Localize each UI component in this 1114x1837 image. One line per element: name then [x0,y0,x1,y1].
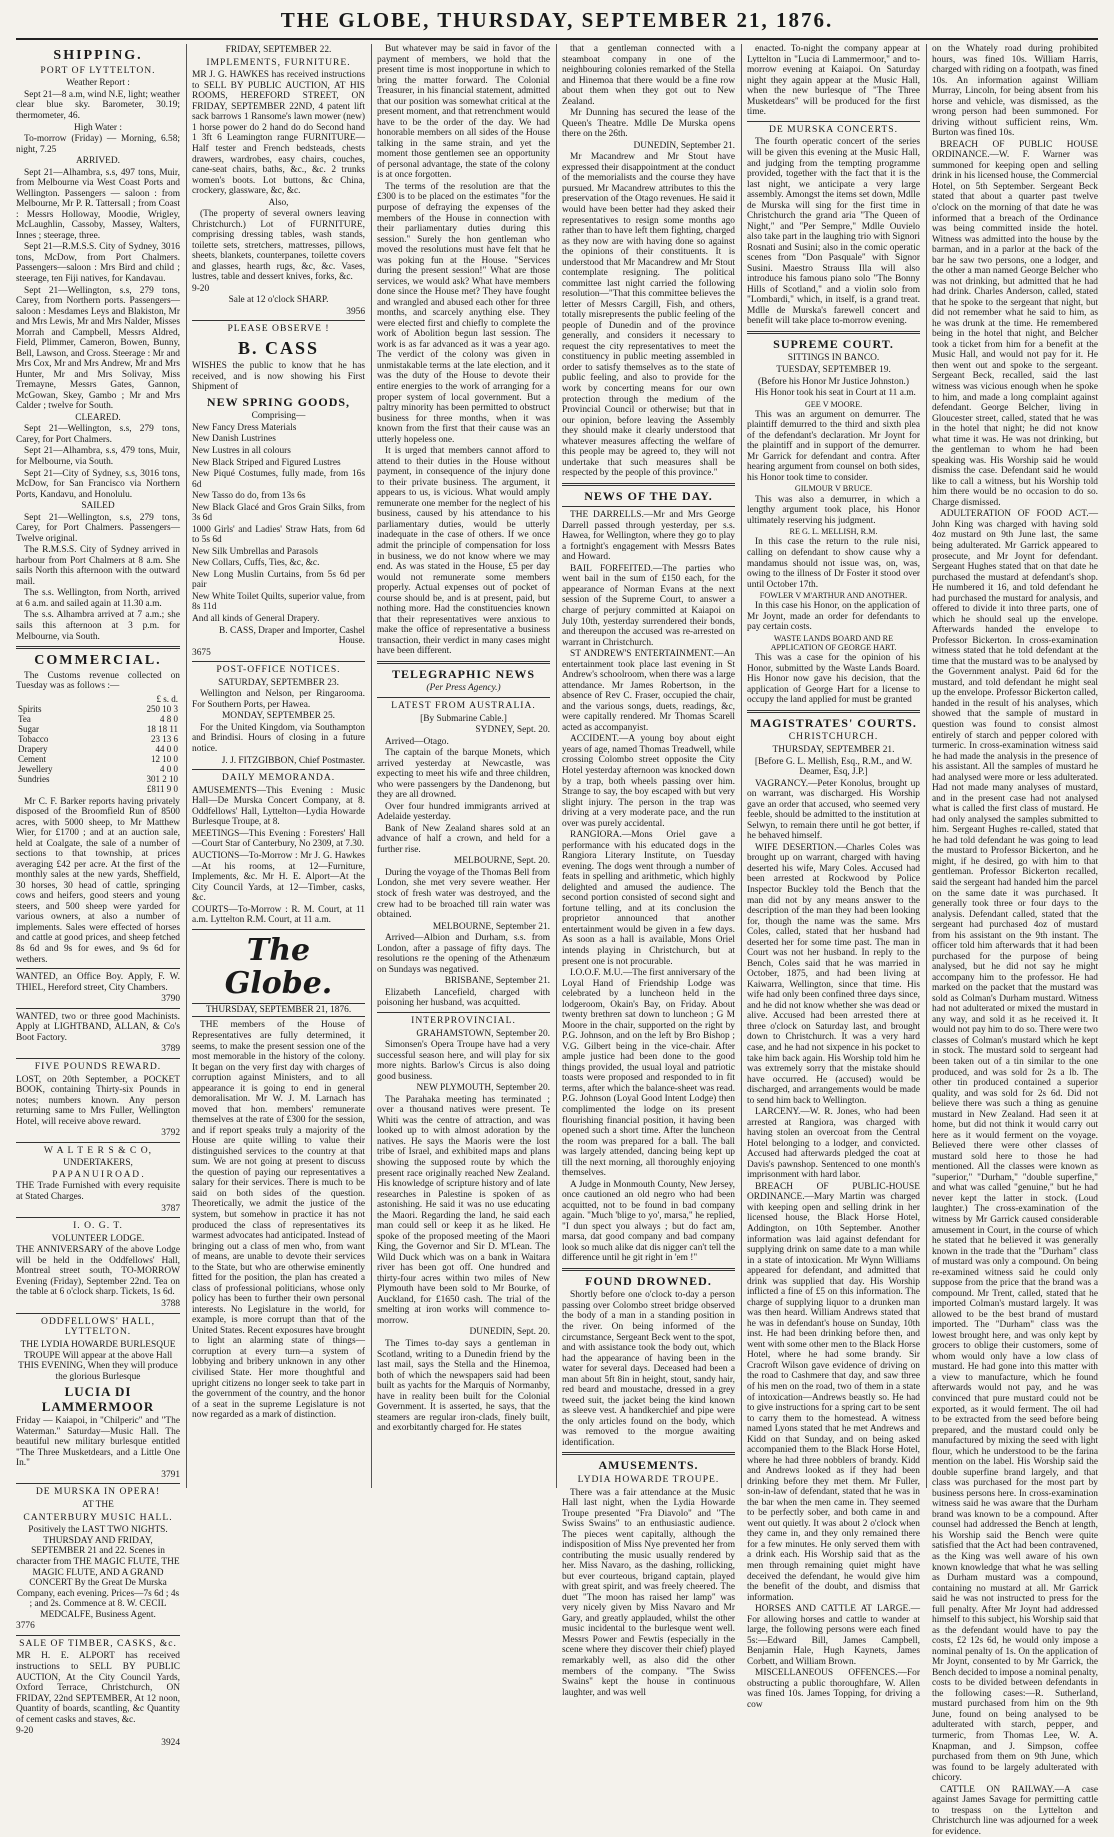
telegram: Arrived—Albion and Durham, s.s. from London, after a passage of fifty days. The resolutions re the opening of the Athenæum on Sundays was negatived. [377,933,550,975]
list-item: New Silk Umbrellas and Parasols [192,546,319,557]
customs-amount: 250 10 3 [146,703,178,714]
telegram: Simonsen's Opera Troupe have had a very successful season here, and will play for six more nights. Barlow's Circus is also doing good business. [377,1040,550,1082]
also-text: (The property of several owners leaving Christchurch.) Lot of FURNITURE, comprising dressing tables, wash stands, toilette sets, stretchers, mattresses, pillows, sheets, blankets, counterpanes, toilette covers and glasses, hearth rugs, &c, &c. Vases, lustres, table and dessert knives, forks, &c. [192,209,365,283]
cass-signature: B. CASS, Draper and Importer, Cashel House. [219,625,365,647]
column-3 [377,44,550,1488]
opera-at: AT THE [82,1500,114,1511]
melbourne-dateline: MELBOURNE, September 21. [432,921,550,932]
telegram: Bank of New Zealand shares sold at an advance of half a crown, and held for a further rise. [377,823,550,855]
ad-number: 3792 [161,1128,180,1139]
memo-heading: DAILY MEMORANDA. [221,772,336,784]
table-row [16,744,180,754]
case-text: This was also a demurrer, in which a lengthy argument took place, his Honor ultimately reserving his judgment. [747,494,920,526]
list-item: New Piqué Costumes, fully made, from 16s 6d [192,469,365,490]
oddfellows-heading: ODDFELLOWS' HALL, LYTTELTON. [40,1315,156,1338]
ad-machinists: WANTED, two or three good Machinists. Apply at LIGHTBAND, ALLAN, & Co's Boot Factory. [16,1011,180,1043]
opera-hall: CANTERBURY MUSIC HALL. [23,1511,173,1523]
case-heading: FOWLER V M'ARTHUR AND ANOTHER. [759,591,908,601]
telegram: Elizabeth Lancefield, charged with poisoning her husband, was acquitted. [377,987,550,1009]
cleared-entry: Sept 21—Wellington, s.s, 279 tons, Carey, for Port Chalmers. [16,424,180,445]
reward-text: LOST, on 20th September, a POCKET BOOK, containing Thirty-six Pounds in notes; numbers known. Any person returning same to Mrs Fuller, Wellington Hotel, will receive above reward. [16,1074,180,1127]
arrived-entry: Sept 21—Wellington, s.s, 279 tons, Carey, from Northern ports. Passengers—saloon : Mesdames Leys and Blakiston, Mr and Mrs Lewis, Mr and Mrs Nalder, Misses Morrah and Campbell, Messrs Aldred, Field, Plimmer, Cameron, Bowen, Bunny, Bell, Lawson, and Cross. Steerage : Mr and Mrs Cox, Mr and Mrs Andrew, Mr and Mrs Hunter, Mr and Mrs Solivay, Miss Tremayne, Messrs Gates, Gannon, McGowan, Skey, Gambo ; Mr and Mrs Calder ; twelve for South. [16,285,180,412]
opera-heading: DE MURSKA IN OPERA! [35,1486,161,1498]
sydney-dateline: SYDNEY, Sept. 20. [475,725,550,736]
arrived-label: ARRIVED. [75,156,120,167]
divider [16,1313,180,1314]
customs-item: Spirits [18,703,42,714]
column-6 [932,44,1098,1837]
divider [16,1483,180,1484]
walters-text: THE Trade Furnished with every requisite at Stated Charges. [16,1181,180,1203]
melbourne-dateline: MELBOURNE, Sept. 20. [453,856,550,867]
troupe-review: There was a fair attendance at the Music Hall last night, when the Lydia Howarde Troupe presented "Fra Diavolo" and "The Swiss Swains" to an enthusiastic audience. The pieces went capitally, although the indisposition of Miss Nye prevented her from contributing the music usually rendered by her. Miss Navaro, as the dashing, rollicking, but ever courteous, brigand captain, played with great spirit, and was freely cheered. The duet "The moon has raised her lamp" was very nicely given by Miss Navaro and Mr Gary, and greatly applauded, whilst the other music incidental to the burlesque went well. Messrs Power and Fewtis (especially in the scene where they discover their chief) played remarkably well, as also did the other members of the company. "The Swiss Swains" kept the house in continuous laughter, and was well [562,1487,735,1698]
observe-heading: PLEASE OBSERVE ! [227,323,330,335]
case-heading: GEE V MOORE. [804,399,863,409]
reward-heading: FIVE POUNDS REWARD. [34,1060,162,1072]
lucia-text: Friday — Kaiapoi, in "Chilperic" and "The Waterman." Saturday—Music Hall. The beautiful new military burlesque entitled "The Three Musketdears, and a Little One In." [16,1416,180,1469]
divider [747,331,920,334]
customs-item: Jewellery [18,764,53,775]
divider [562,1268,735,1271]
post-text: For the United Kingdom, via Southampton and Brindisi. Hours of closing in a future notice. [192,722,365,755]
leader-paragraph: THE members of the House of Representatives are fully determined, it seems, to make the present session one of the most memorable in the history of the colony. It began on the very first day with charges of corruption against Ministers, and to all appearance it is going to end in general demoralisation. Mr W. J. M. Larnach has moved that hon. members' remunerate themselves at the rate of £300 for the session, and if report speaks truly a majority of the House are quite willing to value their distinguished services to the country at that sum. We are not going at present to discuss the question of paying our representatives a salary for their services. There is much to be said on both sides of the question. Theoretically, we admit the justice of the system, but somehow in practice it has not produced the class of representatives its warmest advocates had anticipated. Instead of bringing out a class of men who, from want of means, are unable to devote their services to the State, but who are otherwise eminently fitted for the position, the plan has created a class of professional politicians, whose only policy has been to further their own personal interests. No Legislature in the world, for example, is more corrupt than that of the United States. Recent exposures have brought to light an alarming state of things—corruption at every turn—a system of lobbying and bribery unknown in any other civilised State. Her more thoughtful and upright citizens no longer seek to take part in the government of the country, and the honor of a seat in the supreme Legislature is not now regarded as a mark of distinction. [192,1020,365,1421]
table-row [16,734,180,744]
divider [192,769,365,770]
magistrate-case: HORSES AND CATTLE AT LARGE.—For allowing horses and cattle to wander at large, the following persons were each fined 5s:—Edward Bill, James Campbell, Benjamin Hale, Hugh Kaynets, James Corbett, and William Brown. [747,1604,920,1667]
memo-auctions: AUCTIONS—To-Morrow : Mr J. G. Hawkes—At his rooms, at 12—Furniture, Implements, &c. Mr H. E. Alport—At the City Council Yards, at 12—Timber, casks, &c. [192,851,365,904]
troupe-review: enacted. To-night the company appear at Lyttelton in "Lucia di Lammermoor," and to-morrow evening at Kaiapoi. On Saturday night they again appear at the Music Hall, when the new burlesque of "The Three Musketdears" will be produced for the first time. [747,44,920,118]
post-day: SATURDAY, SEPTEMBER 23. [218,677,339,688]
newplymouth-dateline: NEW PLYMOUTH, September 20. [416,1083,550,1094]
court-heading: SUPREME COURT. [773,337,894,352]
magistrates-heading: MAGISTRATES' COURTS. [750,715,917,730]
leader-paragraph: The terms of the resolution are that the £300 is to be placed on the estimates "for the purpose of defraying the expenses of the members of the House in connection with their parliamentary duties during this session." Surely the hon gentleman who moved the resolutions must have felt that he was poking fun at the House. "Services during the present session!" What are those services, we would ask? What have members done since the House met? They have fought and wrangled and abused each other for three months, and scarcely anything else. They were elected first and chiefly to complete the work of Abolition begun last session. The work is as far advanced as it was a year ago. The verdict of the colony was given in unmistakable terms at the late election, and it was the duty of the House to devote their entire energies to the work of arranging for a proper system of local government. But a paltry minority has been permitted to obstruct business for three months, when it was known from the first that their cause was an utterly hopeless one. [377,181,550,445]
brisbane-dateline: BRISBANE, September 21. [444,976,550,987]
shipping-heading: SHIPPING. [53,48,143,63]
dunedin-dateline: DUNEDIN, Sept. 20. [469,1327,550,1338]
shipping-news: The R.M.S.S. City of Sydney arrived in harbour from Port Chalmers at 8 a.m. She sails North this afternoon with the outward mail. [16,545,180,587]
divider [377,697,550,698]
cleared-label: CLEARED. [75,412,121,423]
news-item: A Judge in Monmouth County, New Jersey, once cautioned an old negro who had been acquitted, not to be found in bad company again. "Much 'blige to yo', marsa," he replied, "I dun spect you always ; but do fact am, marsa, dat good company and bad company look so much alike dat dis nigger can't tell the difference until he git right in 'em !" [562,1179,735,1264]
court-before: (Before his Honor Mr Justice Johnston.) [757,376,910,387]
telegram: Arrived—Otago. [385,736,449,747]
news-item: ACCIDENT.—A young boy about eight years of age, named Thomas Treadwell, while crossing Colombo street opposite the City Hotel yesterday afternoon was knocked down by a trap, both wheels passing over him. Strange to say, the boy escaped with but very slight injury. The person in the trap was driving at a very moderate pace, and the run over was purely accidental. [562,734,735,829]
ad-office-boy: WANTED, an Office Boy. Apply, F. W. THIEL, Hereford street, City Chambers. [16,972,180,993]
cass-comprising: Comprising— [251,411,306,422]
table-row [16,704,180,714]
divider [192,929,365,930]
case-heading: WASTE LANDS BOARD AND RE APPLICATION OF GEORGE HART. [770,633,897,653]
globe-nameplate: The Globe. [224,932,333,1002]
commercial-text: Mr C. F. Barker reports having privately disposed of the Broomfield Run of 8500 acres, with 5000 sheep, to Mr Matthew Wier, for £1700 ; and at an auction sale, held at Coalgate, the sale of a number of sections to that township, at prices averaging £42 per acre. At the first of the monthly sales at the new yards, Sheffield, 30 horses, 30 head of cattle, springing cows and heifers, good steers and young steers, and 500 sheep were yarded for various owners, at also a number of implements. Sales were effected of horses and cattle at good prices, and sheep fetched 8s 6d and 9s for ewes, and 9s 6d for wethers. [16,796,180,965]
magistrate-case: MISCELLANEOUS OFFENCES.—For obstructing a public thoroughfare, W. Allen was fined 10s. James Topping, for driving a cow [747,1668,920,1710]
ad-number: 3675 [192,647,211,658]
divider [16,1058,180,1059]
column-rule [371,44,372,1488]
case-heading: RE G. L. MELLISH, R.M. [789,527,878,537]
case-text: In this case his Honor, on the application of Mr Joynt, made an order for defendants to pay certain costs. [747,601,920,633]
customs-total: £811 9 0 [146,784,178,795]
chch-heading: CHRISTCHURCH. [788,731,879,743]
ad-number: 3790 [161,994,180,1005]
ad-date: 9-20 [192,283,210,294]
latest-heading: LATEST FROM AUSTRALIA. [391,699,536,711]
customs-amount: 18 18 11 [146,724,178,734]
arrived-entry: Sept 21—R.M.S.S. City of Sydney, 3016 tons, McDow, from Port Chalmers. Passengers—saloon : Mrs Bird and child ; steerage, ten Fiji natives, for Kandavau. [16,242,180,284]
ad-number: 3788 [161,1299,180,1309]
press-agency: (Per Press Agency.) [426,683,501,694]
friday-heading: FRIDAY, SEPTEMBER 22. [225,45,332,55]
case-heading: GILMOUR V BRUCE. [794,484,873,494]
list-item: New Tasso do do, from 13s 6s [192,491,306,502]
divider [16,1635,180,1636]
timber-text: MR H. E. ALPORT has received instructions to SELL BY PUBLIC AUCTION, At the City Council Yards, Oxford Terrace, Christchurch, ON FRIDAY, 22nd SEPTEMBER, At 12 noon, Quantity of boards, scantling, &c Quantity of cement casks and staves, &c. [16,1651,180,1725]
cass-goods-heading: NEW SPRING GOODS, [206,394,351,409]
column-2 [192,44,365,1488]
magistrate-case: CATTLE ON RAILWAY.—A case against James Savage for permitting cattle to trespass on the Lyttelton and Christchurch line was adjourned for a week for evidence. [932,1784,1098,1837]
customs-item: Drapery [18,744,48,755]
murska-heading: DE MURSKA CONCERTS. [768,123,899,135]
telegram: that a gentleman connected with a steamboat company in one of the neighbouring colonies remarked of the Stella and Hinemoa that there would be a fine row about them when they got out to New Zealand. [562,44,735,107]
also-label: Also, [268,197,289,208]
magistrate-case: LARCENY.—W. R. Jones, who had been arrested at Rangiora, was charged with having stolen an overcoat from the Central Hotel belonging to a lodger, and convicted. Accused had afterwards pledged the coat at Davis's pawnshop. Sentenced to one month's imprisonment with hard labor. [747,1107,920,1181]
post-heading: POST-OFFICE NOTICES. [216,664,341,676]
memo-amusements: AMUSEMENTS—This Evening : Music Hall—De Murska Concert Company, at 8. Oddfellows' Hall, Lyttelton—Lydia Howarde Burlesque Troupe, at 8. [192,785,365,828]
case-text: This was a case for the opinion of his Honor, submitted by the Waste Lands Board. His Honor now gave his decision, that the application of George Hart for a license to occupy the land applied for must be granted [747,653,920,706]
list-item: New White Toilet Quilts, superior value, from 8s 11d [192,591,365,613]
sailed-label: SAILED [81,501,115,512]
customs-amount: 44 0 0 [155,744,178,755]
column-rule [741,44,742,1488]
customs-amount: 301 2 10 [146,774,178,785]
weather-label: Weather Report : [66,78,130,89]
customs-item: Tobacco [18,734,49,745]
magistrate-case: ADULTERATION OF FOOD ACT.—John King was charged with having sold 4oz mustard on 9th June last, the same being adulterated. Mr Garrick appeared to prosecute, and Mr Joynt for defendant. Sergeant Hughes stated that on that date he purchased the mustard at defendant's shop. He numbered it 16, and told defendant he had purchased the mustard for analysis, and offered to divide it into three parts, one of which he should seal up the envelope. Afterwards handed the envelope to Professor Bickerton. In cross-examination witness stated that he told defendant at the time that the mustard was to be analysed by the Government analyst. Paid 6d for the mustard, and told defendant he might seal up the envelope. Professor Bickerton called, handed in the result of his analyses, which showed that the sample of mustard in question was found to consist almost entirely of starch and pepper colored with turmeric. In cross-examination witness said he had made the analysis in the presence of his assistant. All the samples of mustard he had analysed were more or less adulterated. Had not made many analyses of mustard, and in the present case had not analysed what is called the first class of mustard. He had only analysed the samples submitted to him. Sergeant Hughes re-called, stated that he had told defendant he was going to lead the mustard to Professor Bickerton, and he might, if he desired, go with him to that gentleman. Professor Bickerton recalled, said the sergeant had handed him the parcel on the same date it was purchased. It generally took three or four days to the analysis. Defendant called, stated that the sergeant had purchased 4oz of mustard from his assistant on the 9th instant. The officer told him afterwards that it had been purchased for the purpose of being analysed, but he did not say he might accompany him to the professor. He had marked on the packet that the mustard was sold as Colman's Durham mustard. Witness had not adulterated or mixed the mustard in any way, and sold it as he received it. It would not pay him to do so. There were two classes of Colman's mustard which he kept in stock. The mustard sold to sergeant had been taken out of a tin similar to the one produced, and was sold for 2s a lb. The other tin produced contained a superior quality, and was sold for 2s 6d. Did not believe there was such a thing as genuine mustard in New Zealand. Had seen it at home, but did not think it would carry out here as it would ferment on the voyage. Believed there were other classes of mustard sold here to those he had mentioned. All the classes were known as "superior," "Durham," "double superfine," and what was called "genuine," but he had never kept the latter in stock. (Loud laughter.) The cross-examination of the witness by Mr Garrick caused considerable amusement in Court, in the course of which he stated that he believed it was generally known in the trade that the "Durham" class of mustard was only a compound. On being re-examined witness said he could only suppose from the price that the brand was a compound. Mr Trent, called, stated that he imported Colman's mustard largely. It was allowed to be the best brand of mustard imported. The "Durham" class was the lowest brought here, and was only kept by grocers to oblige their customers, some of whom would only have a low class of mustard. He had gone into this matter with a view to manufacture, which he found afterwards would not pay, and he was convinced that pure mustard could not be exported, as it would ferment. The oil had to be extracted from the seed before being prepared, and the mustard could only be manufactured by mixing the seed with light flour, which he understood to be the farina mention on the label. His Worship said the double superfine brand largely, and that class was purchased for the most part by business persons here. In cross-examination witness said he was aware that the Durham brand was known to be a compound. After counsel had addressed the Bench at length, his Worship said the Bench were quite satisfied that the Act had been contravened, as the King was well aware of his own known knowledge that what he was selling as Durham mustard was a compound, containing no mustard at all. Mr Garrick said he was not instructed to press for the full penalty. After Mr Joynt had addressed himself to this subject, his Worship said that as the defendant would have to pay the costs, £2 12s 6d, he would only impose a nominal penalty of 1s. On the application of Mr Joynt, consented to by Mr Garrick, the Bench decided to impose a nominal penalty, costs to be divided between defendants in the following cases:—R. Sutherland, mustard purchased from him on the 9th June, found on being analysed to be adulterated with starch, pepper, and turmeric, from Thomas Lee, W. A. Knapman, and J. Simpson, coffee purchased from them on 9th June, which was found to be largely adulterated with chicory. [932,509,1098,1784]
court-intro: His Honor took his seat in Court at 11 a.m. [755,388,916,399]
cable-label: [By Submarine Cable.] [420,713,507,724]
table-row [16,714,180,724]
list-item: New Fancy Dress Materials [192,422,297,433]
murska-text: The fourth operatic concert of the series will be given this evening at the Music Hall, and judging from the tempting programme provided, together with the fact that it is the last night, we anticipate a very large assembly. Amongst the items set down, Mdlle de Murska will sing for the first time in Christchurch the grand aria "The Queen of Night," and "Per Sempre," Mdlle Ouvielo also take part in the laughing trio with Signori Rosnati and Susini; also in the comic operatic scenes from "Don Pasquale" with Signor Susini. Maestro Strauss Illa will also introduce his famous piano solo "The Bonny Hills of Scotland," and a violin solo from "Lombardi," which, in itself, is a grand treat. Mdlle de Murska's farewell concert and benefit will take place to-morrow evening. [747,137,920,327]
ad-number: 3776 [16,1621,35,1632]
divider [747,121,920,122]
implements-heading: IMPLEMENTS, FURNITURE. [206,56,351,68]
telegraphic-heading: TELEGRAPHIC NEWS [391,666,536,681]
ad-number: 3924 [161,1737,180,1748]
iogt-sub: VOLUNTEER LODGE. [51,1233,145,1244]
found-heading: FOUND DROWNED. [585,1273,712,1288]
customs-item: Sundries [18,774,50,785]
grahamstown-dateline: GRAHAMSTOWN, September 20. [416,1028,550,1039]
cass-heading: B. CASS [237,338,320,359]
leader-paragraph: It is urged that members cannot afford to attend to their duties in the House without payment, in consequence of the injury done to their private business. The argument, it appears to us, is vicious. What would amply remunerate one member for the neglect of his business, caused by his attendance to his parliamentary duties, would be utterly inadequate in the case of others. If we once admit the principle of compensation for loss in business, we do not know where we may end. As was stated in the House, £5 per day would not remunerate some members properly. Actual expenses out of pocket of course should be, and is at present, paid, but nothing more. Had the constituencies known that their representatives were anxious to make the office of representative a business transaction, their verdict in many cases might have been different. [377,446,550,657]
dateline: THURSDAY, SEPTEMBER 21, 1876. [192,1003,365,1018]
column-5 [747,44,920,1710]
sailed-entry: Sept 21—Wellington, s.s, 279 tons, Carey, for Port Chalmers. Passengers—Twelve original. [16,512,180,544]
timber-heading: SALE OF TIMBER, CASKS, &c. [19,1637,177,1649]
list-item: New Black Striped and Figured Lustres [192,457,341,468]
chch-before: [Before G. L. Mellish, Esq., R.M., and W. Deamer, Esq, J.P.] [754,756,913,778]
list-item: New Black Glacé and Gros Grain Silks, from 3s 6d [192,502,365,524]
customs-intro: The Customs revenue collected on Tuesday was as follows :— [16,670,180,692]
shipping-news: The s.s. Alhambra arrived at 7 a.m.; she sails this afternoon at 3 p.m. for Melbourne, via South. [16,610,180,642]
ad-number: 3791 [161,1469,180,1480]
interprovincial-heading: INTERPROVINCIAL. [411,1014,516,1026]
news-item: THE DARRELLS.—Mr and Mrs George Darrell passed through yesterday, per s.s. Hawea, for Wellington, where they go to play a fortnight's engagement with Messrs Bates and Howard. [562,510,735,563]
walters-heading: W A L T E R S & C O, [43,1144,153,1156]
cass-intro: WISHES the public to know that he has received, and is now showing his First Shipment of [192,361,365,393]
customs-amount: 4 0 0 [160,764,178,775]
divider [192,320,365,321]
magistrate-case: WIFE DESERTION.—Charles Coles was brought up on warrant, charged with having deserted his wife, Mary Coles. Accused had been arrested at Rockwood by Police Inspector Buckley told the Bench that the man did not by any means answer to the description of the man they had been looking for, though the name was the same. Mrs Coles, called, stated that her husband had deserted her for some time past. The man in Court was not her husband. In reply to the Bench, Coles said that he was married in October, 1875, and had been living at Kaiwarra, Wellington, since that time. His wife had only been confined three days since, and he did not know whether she was dead or alive. Accused had been arrested there at three o'clock on Saturday last, and brought down to Christchurch. It was a very hard case, and he had not sixpence in his pocket to take him back again. His Worship told him he was extremely sorry that the mistake should have occurred. He (accused) would be discharged, and arrangements would be made to send him back to Wellington. [747,842,920,1106]
divider [562,1452,735,1455]
magistrate-case: VAGRANCY.—Peter Konolus, brought up on warrant, was discharged. His Worship gave an order that accused, who seemed very feeble, should be admitted to the institution at Selwyn, to remain there until he got better, if he behaved himself. [747,778,920,842]
divider [16,1217,180,1218]
lucia-heading: LUCIA DI LAMMERMOOR [41,1384,155,1414]
customs-item: Sugar [18,724,39,734]
memo-meetings: MEETINGS—This Evening : Foresters' Hall—Court Star of Canterbury, No 2309, at 7.30. [192,828,365,850]
commercial-heading: COMMERCIAL. [34,653,162,669]
telegram: During the voyage of the Thomas Bell from London, she met very severe weather. Her stock of fresh water was destroyed, and the crew had to be broached till rain water was obtained. [377,867,550,921]
column-rule [926,44,927,1488]
customs-item: Cement [18,754,46,765]
found-text: Shortly before one o'clock to-day a person passing over Colombo street bridge observed the body of a man in a standing position in the river. On being informed of the circumstance, Sergeant Beck went to the spot, and with assistance took the body out, which had the appearance of having been in the water for several days. Deceased had been a man about 5ft 8in in height, stout, sandy hair, red beard and moustache, dressed in a grey tweed suit, the jacket being the kind known as sleeve vest. A handkerchief and pipe were the only articles found on the body, which was removed to the morgue awaiting identification. [562,1290,735,1448]
walters-sub: UNDERTAKERS, [63,1158,133,1169]
list-item: New Lustres in all colours [192,446,291,456]
magistrate-case: BREACH OF PUBLIC-HOUSE ORDINANCE.—Mary Martin was charged with keeping open and selling drink in her licensed house, the Black Horse Hotel, Addington, on 10th September. Another information was laid against defendant for supplying drink on same date to a man while in a state of intoxication. Mr Wynn Williams appeared for defendant, and admitted that drink was supplied that day. His Worship inflicted a fine of £5 on this information. The charge of supplying liquor to a drunken man was then heard. William Andrews stated that he was in defendant's house on Sunday, 10th inst. He had been drinking before then, and went with some other men to the Black Horse Hotel, where he had some brandy. Sir Cracroft Wilson gave evidence of driving on the road to Cashmere that day, and saw three of his men on the road, two of them in a state of intoxication—Andrews beastly so. He had to give instructions for a spring cart to be sent to carry them to the homestead. A witness named Lyons stated that he met Andrews and Kidd on that Sunday, and on being asked accompanied them to the Black Horse Hotel, where he had three nobblers of brandy. Kidd and Andrews looked as if they had been drinking before they met them. Mr Fuller, son-in-law of defendant, stated that he was in the bar when the men came in. They seemed to be perfectly sober, and both came in and went out quietly. It was about 2 o'clock when they came in, and they only remained there for a few minutes. He only served them with a drink each. His Worship said that as the men through remaining quiet might have deceived the defendant, he would give him the benefit of the doubt, and dismiss that information. [747,1181,920,1603]
dunedin-dateline: DUNEDIN, September 21. [633,140,735,151]
customs-amount: 23 13 6 [151,734,178,745]
table-row [16,754,180,764]
news-item: BAIL FORFEITED.—The parties who went bail in the sum of £150 each, for the appearance of Norman Evans at the next session of the Supreme Court, to answer a charge of perjury committed at Kaiapoi on July 10th, yesterday surrendered their bonds, and thereupon the accused was re-arrested on warrant in Christchurch. [562,563,735,648]
divider [747,710,920,713]
telegram: The Times to-day says a gentleman in Scotland, writing to a Dunedin friend by the last mail, says the Stella and the Hinemoa, both of which the newspapers said had been built as yachts for the Marquis of Normanby, have in reality been built for the Colonial Government. It is asserted, he says, that the steamers are regular iron-clads, finely built, and exorbitantly charged for. He states [377,1339,550,1434]
column-rule [556,44,557,1488]
ad-date: 9-20 [16,1726,34,1737]
ad-number: 3789 [161,1044,180,1055]
column-rule [186,44,187,1488]
telegram: The Parahaka meeting has terminated ; over a thousand natives were present. Te Whiti was the centre of attraction, and was looked up to with almost adoration by the natives. He says the Maoris were the lost tribe of Israel, and exhibited maps and plans showing the supposed route by which the present race originally reached New Zealand. His knowledge of scripture history and of late researches in Palestine is spoken of as astonishing. He said it was no use educating the Maori. Regarding the land, he said each man could sell or keep it as he liked. He spoke of the proposed meeting of the Maori King, the Governor and Sir D. M'Lean. The Wild Duck which was on a bank in Waitara river has been got off. One hundred and thirty-four acres within two miles of New Plymouth have been sold to Mr Bourke, of Auckland, for £1650 cash. The trial of the smelting at iron works will commence to-morrow. [377,1094,550,1326]
port-heading: PORT OF LYTTELTON. [40,64,156,76]
hawkes-sale: Sale at 12 o'clock SHARP. [228,295,329,306]
masthead-rule [16,38,1098,40]
telegram: Over four hundred immigrants arrived at Adelaide yesterday. [377,801,550,823]
divider [192,661,365,662]
list-item: New Collars, Cuffs, Ties, &c, &c. [192,558,320,569]
table-row [16,764,180,774]
court-sub: SITTINGS IN BANCO. [787,353,880,364]
divider [562,506,735,507]
list-item: 1000 Girls' and Ladies' Straw Hats, from 6d to 5s 6d [192,524,365,546]
telegram: Mr Macandrew and Mr Stout have expressed their disappointment at the conduct of the memorialists and the course they have pursued. Mr Macandrew attributes to this the preservation of the Otago revenues. He said it would have been better had they asked their representatives to resign some months ago rather than to have left them fighting, charged as they now are with having done so against the opinions of their constituents. It is understood that Mr Macandrew and Mr Stout contemplate resigning. The political committee last night carried the following resolution—"That this committee believes the letter of Messrs Cargill, Fish, and others, totally misrepresents the public feeling of the people of Dunedin and of the province generally, and considers it necessary to request the city representatives to meet the constituency in public meeting assembled in order to satisfy themselves as to the state of public feeling, and also to provide for the work by concerting means for our own protection through the medium of the Provincial Council or otherwise; but that in our opinion, before leaving the Assembly they should make it clearly understood that whatever measures affecting the welfare of this people may be agreed to, they will not undertake that such measures shall be respected by the people of this province." [562,152,735,479]
news-item: RANGIORA.—Mons Oriel gave a performance with his educated dogs in the Rangiora Literary Institute, on Tuesday evening. The dogs went through a number of feats in spelling and arithmetic, which highly delighted and amused the audience. The second portion consisted of second sight and fortune telling, and at its conclusion the proprietor announced that another entertainment would be given in a few days. As soon as a hall is available, Mons Oriel intends playing in Christchurch, but at present one is not procurable. [562,830,735,967]
high-water-label: High Water : [73,122,123,133]
list-item: And all kinds of General Drapery. [192,613,320,624]
amusements-heading: AMUSEMENTS. [598,1458,699,1473]
ad-number: 3787 [161,1203,180,1214]
court-date: TUESDAY, SEPTEMBER 19. [776,364,891,375]
post-text: Wellington and Nelson, per Ringarooma. For Southern Ports, per Hawea. [192,689,365,710]
divider [16,968,180,969]
ad-number: 3956 [346,306,365,317]
troupe-heading: LYDIA HOWARDE TROUPE. [577,1473,720,1485]
divider [16,1142,180,1143]
case-text: In this case the return to the rule nisi, calling on defendant to show cause why a mandamus should not issue was, on, was, owing to the illness of Dr Foster it stood over until October 17th. [747,537,920,590]
post-day: MONDAY, SEPTEMBER 25. [221,711,336,722]
divider [16,1008,180,1009]
walters-road: P A P A N U I R O A D . [52,1169,144,1180]
high-water-text: To-morrow (Friday) — Morning, 6.58; night, 7.25 [16,134,180,155]
customs-amount: 4 8 0 [160,713,178,724]
case-text: This was an argument on demurrer. The plaintiff demurred to the third and sixth plea of the defendant's declaration. Mr Joynt for the plaintiff and in support of the demurrer. Mr Garrick for defendant and contra. After hearing argument from counsel on both sides, his Honor took time to consider. [747,409,920,483]
weather-text: Sept 21—8 a.m, wind N.E, light; weather clear blue sky. Barometer, 30.19; thermometer, 46. [16,89,180,121]
divider [377,661,550,664]
list-item: New Long Muslin Curtains, from 5s 6d per pair [192,569,365,591]
magistrate-case: BREACH OF PUBLIC HOUSE ORDINANCE.—W. F. Warner was summoned for keeping open and selling drink in his licensed house, the Commercial Hotel, on 5th September. Sergeant Beck stated that about a quarter past twelve o'clock on the morning of that date he was informed that a breach of the Ordinance was being committed inside the hotel. Witness was admitted into the house by the barman, and in a parlor at the back of the bar he saw two persons, one a lodger, and the other a man named George Belcher who was not drinking, but admitted that he had had drink. Charles Anderson, called, stated that he spoke to the sergeant that night, but did not remember what he said to him, as he was drunk at the time. He remembered being in the hotel that night, and Belcher took a ticket from him for a benefit at the Music Hall, and would not pay for it. He then went out and spoke to the sergeant. Sergeant Beck, recalled, said the last witness was vicious enough when he spoke to him, and made a long complaint against defendant. George Belcher, living in Gloucester street, called, stated that he was in the hotel that night; he did not know what time it was. He was not drinking, but the gentleman to whom he had been speaking was. His Worship said he would dismiss the case. Defendant said he would like to call a witness, but his Worship told him there would be no occasion to do so. Charge dismissed. [932,139,1098,508]
column-4 [562,44,735,1698]
masthead-title: THE GLOBE, THURSDAY, SEPTEMBER 21, 1876. [280,8,834,32]
chch-date: THURSDAY, SEPTEMBER 21. [772,745,895,756]
iogt-text: THE ANNIVERSARY of the above Lodge will be held in the Oddfellows' Hall, Montreal street south, TO-MORROW Evening (Friday), September 22nd. Tea on the table at 6 o'clock sharp. Tickets, 1s 6d. [16,1245,180,1298]
telegram: Mr Dunning has secured the lease of the Queen's Theatre. Mdlle De Murska opens there on the 26th. [562,108,735,140]
table-row [16,724,180,734]
cleared-entry: Sept 21—Alhambra, s.s, 479 tons, Muir, for Melbourne, via South. [16,446,180,467]
memo-courts: COURTS—To-Morrow : R. M. Court, at 11 a.m. Lyttelton R.M. Court, at 11 a.m. [192,904,365,926]
magistrate-case: on the Whately road during prohibited hours, was fined 10s. William Harris, charged with riding on a footpath, was fined 10s. An information against William Murray, Lincoln, for being absent from his horse and vehicle, was dismissed, as the wrong person had been summoned. For driving without sufficient reins, Wm. Burton was fined 10s. [932,44,1098,139]
hawkes-text: MR J. G. HAWKES has received instructions to SELL BY PUBLIC AUCTION, AT HIS ROOMS, HEREFORD STREET, ON FRIDAY, SEPTEMBER 22ND, 4 patent lift sack barrows 1 Ransome's lawn mower (new) 1 horse power do 2 hand do do Second hand 1 3ft 6 Leamington range FURNITURE—Half tester and French bedsteads, chests drawers, wardrobes, easy chairs, couches, cane-seat chairs, baths, &c., &c. 2 trunks women's boots. Lot buttons, &c China, crockery, glassware, &c, &c. [192,70,365,197]
cleared-entry: Sept 21—City of Sydney, s.s, 3016 tons, McDow, for San Francisco via Northern Ports, Kandavu, and Honolulu. [16,468,180,500]
iogt-heading: I. O. G. T. [73,1220,123,1232]
customs-amount: 12 10 0 [151,754,178,765]
divider [377,1012,550,1013]
shipping-news: The s.s. Wellington, from North, arrived at 6 a.m. and sailed again at 11.30 a.m. [16,588,180,609]
divider [562,483,735,486]
divider [16,646,180,649]
customs-header: £ s. d. [156,693,178,704]
table-row [16,774,180,784]
arrived-entry: Sept 21—Alhambra, s.s, 497 tons, Muir, from Melbourne via West Coast Ports and Wellington. Passengers — saloon : from Melbourne, Mr P. R. Tattersall ; from Coast : Messrs Holloway, Moodie, Wrigley, McLaughlin, Cassoby, Massey, Walters, Innes ; steerage, three. [16,167,180,241]
news-item: I.O.O.F. M.U.—The first anniversary of the Loyal Hand of Friendship Lodge was celebrated by a luncheon held in the lodgeroom, Okain's Bay, on Friday. About twenty brethren sat down to luncheon ; G M Moore in the chair, supported on the right by P.G. Johnson, and on the left by Bro Bishop ; V.G. Gilbert being in the vice-chair. After ample justice had been done to the good things provided, the usual loyal and patriotic toasts were proposed and responded to in fit terms, after which the balance-sheet was read. P.G. Johnson (Loyal Good Intent Lodge) then complimented the lodge on its present flourishing financial position, it having been opened such a short time. After the luncheon the room was prepared for a ball. The ball was largely attended, dancing being kept up till the next morning, all thoroughly enjoying themselves. [562,968,735,1179]
troupe-ad-text: THE LYDIA HOWARDE BURLESQUE TROUPE Will appear at the above Hall THIS EVENING, When they will produce the glorious Burlesque [18,1340,178,1382]
list-item: New Danish Lustrines [192,434,276,445]
post-signature: J. J. FITZGIBBON, Chief Postmaster. [221,755,365,766]
customs-table [16,694,180,795]
column-1 [16,44,180,1748]
customs-item: Tea [18,713,31,724]
opera-text: Positively the LAST TWO NIGHTS. THURSDAY AND FRIDAY, SEPTEMBER 21 and 22. Scenes in character from THE MAGIC FLUTE, THE MAGIC FLUTE, AND A GRAND CONCERT By the Great De Murska Company, each evening. Prices—7s 6d ; 4s ; and 2s. Commence at 8. W. CECIL MEDCALFE, Business Agent. [16,1525,180,1620]
leader-paragraph: But whatever may be said in favor of the payment of members, we hold that the present time is most inopportune in which to bring the matter forward. The Colonial Treasurer, in his financial statement, admitted that our position was somewhat critical at the present moment, and that retrenchment would have to be the order of the day. We had honorable members on all sides of the House talking in the same strain, and yet the moment those gentlemen see an opportunity of personal advantage, the state of the colony is at once forgotten. [377,44,550,181]
news-item: ST ANDREW'S ENTERTAINMENT.—An entertainment took place last evening in St Andrew's schoolroom, when there was a large attendance. Mr James Robertson, in the absence of Rev C. Fraser, occupied the chair, and the various songs, duets, readings, &c, were capitally rendered. Mr Thomas Scarell acted as accompanyist. [562,649,735,733]
news-heading: NEWS OF THE DAY. [584,488,713,503]
telegram: The captain of the barque Monets, which arrived yesterday at Newcastle, was expecting to meet his wife and three children, who were passengers by the Dandenong, but they are all drowned. [377,748,550,801]
